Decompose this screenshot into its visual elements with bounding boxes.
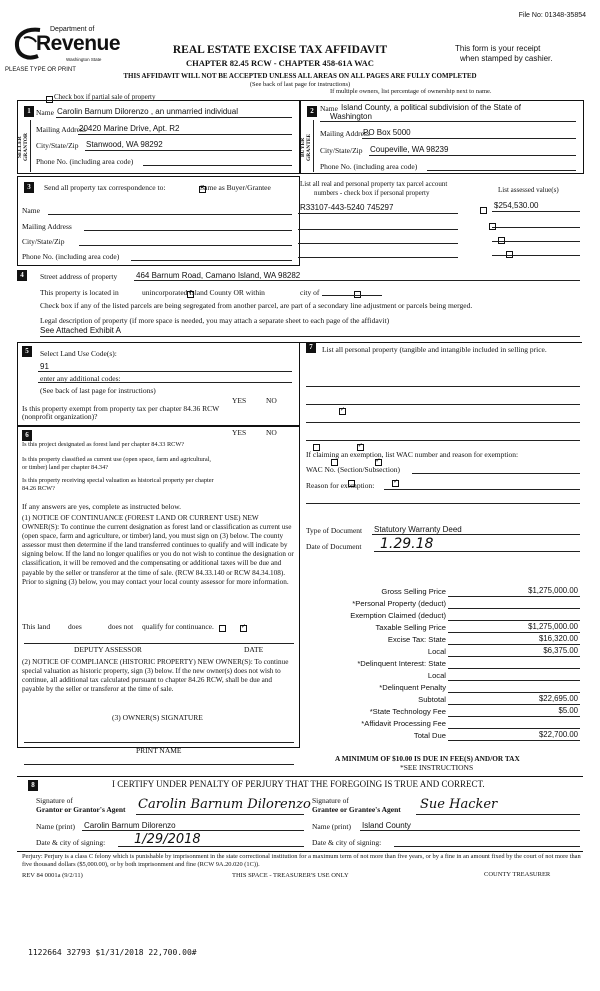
tax-row-value[interactable]: $6,375.00 <box>543 646 578 655</box>
certify-statement: I CERTIFY UNDER PENALTY OF PERJURY THAT THE FOREGOING IS TRUE AND CORRECT. <box>112 779 485 789</box>
tax-row-label: *Delinquent Interest: State <box>357 659 446 668</box>
grantor-date-label: Date & city of signing: <box>36 838 106 847</box>
parcel-1[interactable]: R33107-443-5240 745297 <box>300 203 394 212</box>
tax-row-label: Total Due <box>413 731 446 740</box>
sec6-no: NO <box>266 428 277 437</box>
personal-property-checkbox-4[interactable] <box>506 251 513 258</box>
section-1-number: 1 <box>24 106 34 117</box>
section-6-number: 6 <box>22 430 32 441</box>
logo-name: Revenue <box>36 32 121 55</box>
land-use-label: Select Land Use Code(s): <box>40 349 117 358</box>
buyer-mailing-label: Mailing Address <box>320 129 370 138</box>
buyer-phone-label: Phone No. (including area code) <box>320 162 418 171</box>
file-number: File No: 01348-35854 <box>518 12 586 19</box>
multiple-owners-note: If multiple owners, list percentage of ownership next to name. <box>330 88 492 95</box>
tax-row <box>300 670 582 682</box>
seller-mailing[interactable]: 20420 Marine Drive, Apt. R2 <box>79 124 180 133</box>
city-of-label: city of <box>300 288 320 297</box>
tax-row-label: *Delinquent Penalty <box>379 683 446 692</box>
doc-date-label: Date of Document <box>306 542 362 551</box>
grantee-agent-label: Grantee or Grantee's Agent <box>312 805 401 814</box>
tax-calculation-table <box>300 586 582 742</box>
seller-name-label: Name <box>36 108 54 117</box>
street-label: Street address of property <box>40 272 118 281</box>
tax-row-label: *Personal Property (deduct) <box>352 599 446 608</box>
owner-signature-label: (3) OWNER(S) SIGNATURE <box>112 713 203 722</box>
forest-land-question: Is this project designated as forest land per chapter 84.33 RCW? <box>22 441 185 448</box>
tax-row <box>300 646 582 658</box>
section-3-number: 3 <box>24 182 34 193</box>
sec3-phone-label: Phone No. (including area code) <box>22 252 120 261</box>
does-not-checkbox[interactable] <box>240 625 247 632</box>
sec6-yes: YES <box>232 428 247 437</box>
buyer-city-label: City/State/Zip <box>320 146 363 155</box>
logo-state: Washington State <box>66 57 102 62</box>
see-instructions: *SEE INSTRUCTIONS <box>400 763 474 772</box>
parcels-header-2: numbers - check box if personal property <box>314 189 430 197</box>
tax-row <box>300 634 582 646</box>
cashier-stamp: 1122664 32793 $1/31/2018 22,700.00# <box>28 948 197 957</box>
tax-row <box>300 706 582 718</box>
segregated-label: Check box if any of the listed parcels are being segregated from another parcel, are part of a secondary line adjustment or parcels being merged. <box>40 301 473 310</box>
logo-dept: Department of <box>50 26 95 33</box>
print-name-label: PRINT NAME <box>136 746 182 755</box>
grantee-signature[interactable]: Sue Hacker <box>420 797 498 812</box>
legal-description[interactable]: See Attached Exhibit A <box>40 326 121 335</box>
wac-label: WAC No. (Section/Subsection) <box>306 465 400 474</box>
legal-description-label: Legal description of property (if more space is needed, you may attach a separate sheet to each page of the affidavit) <box>40 316 390 325</box>
minimum-note: A MINIMUM OF $10.00 IS DUE IN FEE(S) AND/OR TAX <box>335 754 520 763</box>
sec3-city-label: City/State/Zip <box>22 237 65 246</box>
buyer-city[interactable]: Coupeville, WA 98239 <box>370 145 449 154</box>
personal-property-label: List all personal property (tangible and intangible included in selling price. <box>322 345 547 354</box>
doc-type[interactable]: Statutory Warranty Deed <box>374 525 462 534</box>
section-7-number: 7 <box>306 342 316 353</box>
does-label: does <box>68 622 82 631</box>
form-subtitle: CHAPTER 82.45 RCW - CHAPTER 458-61A WAC <box>186 58 374 68</box>
personal-property-checkbox-2[interactable] <box>489 223 496 230</box>
assessed-1[interactable]: $254,530.00 <box>494 201 539 210</box>
located-label: This property is located in <box>40 288 119 297</box>
tax-row-value[interactable]: $22,695.00 <box>538 694 578 703</box>
tax-row <box>300 682 582 694</box>
perjury-notice: Perjury: Perjury is a class C felony which is punishable by imprisonment in the state correctional institution for a maximum term of not more than five years, or by a fine in an amount fixed by the court of not more than five thousand dollars ($5,000.00), or by both imprisonment and fine (RCW 9A.20.020 (1C)). <box>22 853 581 869</box>
tax-row <box>300 658 582 670</box>
please-type: PLEASE TYPE OR PRINT <box>5 67 76 73</box>
tax-row-label: Exemption Claimed (deduct) <box>350 611 446 620</box>
tax-row-value[interactable]: $5.00 <box>558 706 578 715</box>
sec5-see-back: (See back of last page for instructions) <box>40 386 156 395</box>
does-not-label: does not <box>108 622 134 631</box>
tax-row-label: Excise Tax: State <box>387 635 446 644</box>
historic-question: Is this property receiving special valuation as historical property per chapter 84.26 RCW? <box>22 477 214 492</box>
grantor-date[interactable]: 1/29/2018 <box>134 832 201 847</box>
same-as-buyer-label: Same as Buyer/Grantee <box>200 183 271 192</box>
warning-text: THIS AFFIDAVIT WILL NOT BE ACCEPTED UNLESS ALL AREAS ON ALL PAGES ARE FULLY COMPLETED <box>123 72 477 80</box>
seller-tag: SELLER GRANTOR <box>17 133 29 162</box>
seller-phone-label: Phone No. (including area code) <box>36 157 134 166</box>
partial-sale-label: Check box if partial sale of property <box>54 93 156 101</box>
section-5-number: 5 <box>22 346 32 357</box>
tax-row-label: Local <box>427 647 446 656</box>
buyer-name-line-2[interactable]: Washington <box>330 112 372 121</box>
deputy-assessor-label: DEPUTY ASSESSOR <box>74 645 142 654</box>
see-back-note: (See back of last page for instructions) <box>249 81 351 88</box>
tax-row <box>300 718 582 730</box>
tax-row-label: Local <box>427 671 446 680</box>
grantor-signature[interactable]: Carolin Barnum Dilorenzo <box>138 797 311 812</box>
street-address[interactable]: 464 Barnum Road, Camano Island, WA 98282 <box>136 271 301 280</box>
seller-mailing-label: Mailing Address <box>36 125 86 134</box>
assessed-header: List assessed value(s) <box>498 186 559 194</box>
tax-row-label: Subtotal <box>418 695 446 704</box>
grantor-agent-label: Grantor or Grantor's Agent <box>36 805 126 814</box>
personal-property-checkbox-3[interactable] <box>498 237 505 244</box>
receipt-note-2: when stamped by cashier. <box>460 54 553 63</box>
exempt-question: Is this property exempt from property tax per chapter 84.36 RCW (nonprofit organization)? <box>22 404 220 421</box>
land-use-code[interactable]: 91 <box>40 362 49 371</box>
grantee-name[interactable]: Island County <box>362 821 411 830</box>
section-4-number: 4 <box>17 270 27 281</box>
grantor-name[interactable]: Carolin Barnum Dilorenzo <box>84 821 176 830</box>
treasurer-space-label: THIS SPACE - TREASURER'S USE ONLY <box>232 872 349 879</box>
form-number: REV 84 0001a (9/2/11) <box>22 872 83 879</box>
personal-property-checkbox-1[interactable] <box>480 207 487 214</box>
tax-row-label: *Affidavit Processing Fee <box>361 719 446 728</box>
tax-row <box>300 586 582 598</box>
buyer-mailing[interactable]: PO Box 5000 <box>363 128 411 137</box>
seller-city[interactable]: Stanwood, WA 98292 <box>86 140 163 149</box>
qualify-label: qualify for continuance. <box>142 622 214 631</box>
seller-city-label: City/State/Zip <box>36 141 79 150</box>
buyer-tag: BUYER GRANTEE <box>300 133 312 161</box>
doc-date[interactable]: 1.29.18 <box>380 536 434 552</box>
buyer-name-line-1[interactable]: Island County, a political subdivision of the State of <box>341 103 521 112</box>
tax-row-label: Gross Selling Price <box>381 587 446 596</box>
grantor-name-label: Name (print) <box>36 822 75 831</box>
tax-row <box>300 598 582 610</box>
seller-name[interactable]: Carolin Barnum Dilorenzo , an unmarried individual <box>57 107 238 116</box>
tax-row-value[interactable]: $1,275,000.00 <box>528 586 578 595</box>
section-6-designations <box>17 426 300 748</box>
tax-row-label: *State Technology Fee <box>369 707 446 716</box>
assessor-date-label: DATE <box>244 645 264 654</box>
additional-codes-label: enter any additional codes: <box>40 374 121 383</box>
form-title: REAL ESTATE EXCISE TAX AFFIDAVIT <box>172 44 388 56</box>
grantee-name-label: Name (print) <box>312 822 351 831</box>
tax-row <box>300 694 582 706</box>
unincorporated-label: unincorporated Island County OR within <box>142 288 265 297</box>
sec3-name-label: Name <box>22 206 40 215</box>
section-8-number: 8 <box>28 780 38 791</box>
doc-type-label: Type of Document <box>306 526 363 535</box>
current-use-question: Is this property classified as current use (open space, farm and agricultural, or timber) land per chapter 84.34? <box>22 456 212 471</box>
grantee-date-label: Date & city of signing: <box>312 838 382 847</box>
sec5-yes: YES <box>232 396 247 405</box>
buyer-name-label: Name <box>320 104 338 113</box>
exemption-label: If claiming an exemption, list WAC number and reason for exemption: <box>306 450 519 459</box>
tax-row-value[interactable]: $16,320.00 <box>538 634 578 643</box>
grantor-sig-of: Signature of <box>36 796 73 805</box>
tax-row-value[interactable]: $22,700.00 <box>538 730 578 739</box>
grantee-sig-of: Signature of <box>312 796 349 805</box>
tax-row-label: Taxable Selling Price <box>375 623 446 632</box>
notice-of-compliance: (2) NOTICE OF COMPLIANCE (HISTORIC PROPERTY) NEW OWNER(S): To continue special valuation as historic property, sign (3) below. If the new owner(s) does not wish to continue, all additional tax calculated pursuant to chapter 84.26 RCW, shall be due and payable by the seller or transferor at the time of sale. <box>22 658 289 694</box>
notice-of-continuance: (1) NOTICE OF CONTINUANCE (FOREST LAND OR CURRENT USE) NEW OWNER(S): To continue the current designation as forest land or classification as current use (open space, farm and agriculture, or timber) land, you must sign on (3) below. The county assessor must then determine if the land transferred continues to qualify and will indicate by signing below. If the land no longer qualifies or you do not wish to continue the designation or classification, it will be removed and the compensating or additional taxes will be due and payable by the seller or transferor at the time of sale. (RCW 84.33.140 or RCW 84.34.108). Prior to signing (3) below, you may contact your local county assessor for more information. <box>22 514 294 586</box>
this-land-label: This land <box>22 622 51 631</box>
tax-row <box>300 730 582 742</box>
parcels-header-1: List all real and personal property tax parcel account <box>300 180 448 188</box>
if-yes-note: If any answers are yes, complete as instructed below. <box>22 502 182 511</box>
does-checkbox[interactable] <box>219 625 226 632</box>
sec3-mailing-label: Mailing Address <box>22 222 72 231</box>
section-2-number: 2 <box>307 106 317 117</box>
tax-row-value[interactable]: $1,275,000.00 <box>528 622 578 631</box>
reason-label: Reason for exemption: <box>306 481 375 490</box>
tax-row <box>300 622 582 634</box>
sec5-no: NO <box>266 396 277 405</box>
receipt-note-1: This form is your receipt <box>455 44 541 53</box>
send-correspondence-label: Send all property tax correspondence to: <box>44 183 166 192</box>
county-treasurer-label: COUNTY TREASURER <box>484 871 551 878</box>
tax-row <box>300 610 582 622</box>
